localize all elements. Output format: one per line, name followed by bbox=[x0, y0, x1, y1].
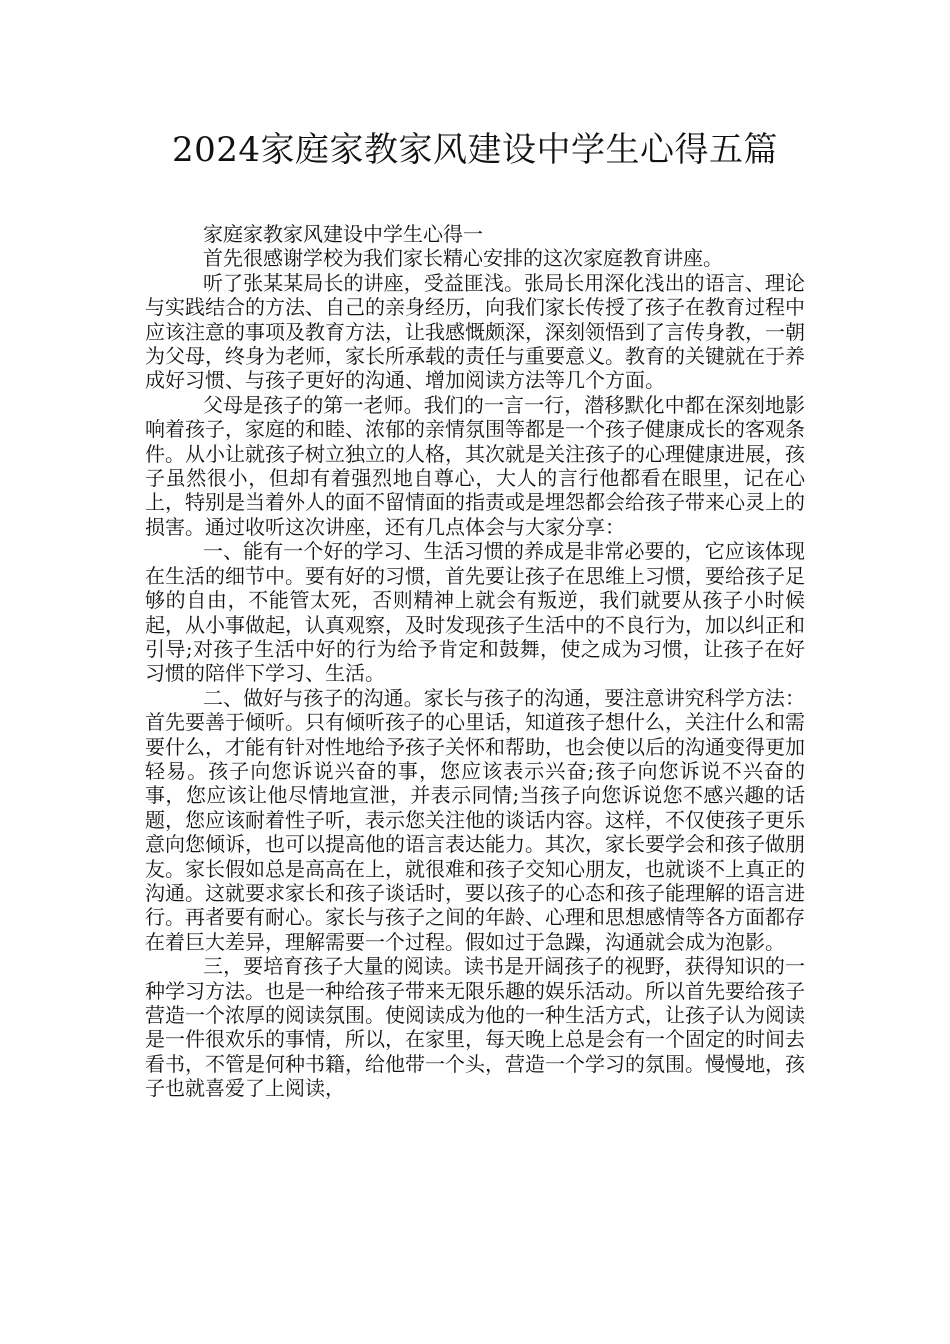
paragraph: 父母是孩子的第一老师。我们的一言一行，潜移默化中都在深刻地影响着孩子，家庭的和睦、浓郁的亲情氛围等都是一个孩子健康成长的客观条件。从小让就孩子树立独立的人格，其次就是关注孩子的心理健康进展，孩子虽然很小，但却有着强烈地自尊心，大人的言行他都看在眼里，记在心上，特别是当着外人的面不留情面的指责或是埋怨都会给孩子带来心灵上的损害。通过收听这次讲座，还有几点体会与大家分享： bbox=[145, 392, 805, 539]
paragraph: 一、能有一个好的学习、生活习惯的养成是非常必要的，它应该体现在生活的细节中。要有好的习惯，首先要让孩子在思维上习惯，要给孩子足够的自由，不能管太死，否则精神上就会有叛逆，我们就要从孩子小时候起，从小事做起，认真观察，及时发现孩子生活中的不良行为，加以纠正和引导;对孩子生活中好的行为给予肯定和鼓舞，使之成为习惯，让孩子在好习惯的陪伴下学习、生活。 bbox=[145, 539, 805, 686]
section-heading: 家庭家教家风建设中学生心得一 bbox=[203, 222, 483, 246]
document-title: 2024家庭家教家风建设中学生心得五篇 bbox=[171, 130, 779, 170]
paragraph: 二、做好与孩子的沟通。家长与孩子的沟通，要注意讲究科学方法：首先要善于倾听。只有倾听孩子的心里话，知道孩子想什么，关注什么和需要什么，才能有针对性地给予孩子关怀和帮助，也会使以后的沟通变得更加轻易。孩子向您诉说兴奋的事，您应该表示兴奋;孩子向您诉说不兴奋的事，您应该让他尽情地宣泄，并表示同情;当孩子向您诉说您不感兴趣的话题，您应该耐着性子听，表示您关注他的谈话内容。这样，不仅使孩子更乐意向您倾诉，也可以提高他的语言表达能力。其次，家长要学会和孩子做朋友。家长假如总是高高在上，就很难和孩子交知心朋友，也就谈不上真正的沟通。这就要求家长和孩子谈话时，要以孩子的心态和孩子能理解的语言进行。再者要有耐心。家长与孩子之间的年龄、心理和思想感情等各方面都存在着巨大差异，理解需要一个过程。假如过于急躁，沟通就会成为泡影。 bbox=[145, 685, 805, 954]
paragraph: 听了张某某局长的讲座，受益匪浅。张局长用深化浅出的语言、理论与实践结合的方法、自己的亲身经历，向我们家长传授了孩子在教育过程中应该注意的事项及教育方法，让我感慨颇深，深刻领悟到了言传身教，一朝为父母，终身为老师，家长所承载的责任与重要意义。教育的关键就在于养成好习惯、与孩子更好的沟通、增加阅读方法等几个方面。 bbox=[145, 270, 805, 393]
paragraph: 首先很感谢学校为我们家长精心安排的这次家庭教育讲座。 bbox=[203, 246, 723, 271]
document-body bbox=[145, 222, 805, 1101]
paragraph: 三，要培育孩子大量的阅读。读书是开阔孩子的视野，获得知识的一种学习方法。也是一种给孩子带来无限乐趣的娱乐活动。所以首先要给孩子营造一个浓厚的阅读氛围。使阅读成为他的一种生活方式，让孩子认为阅读是一件很欢乐的事情，所以，在家里，每天晚上总是会有一个固定的时间去看书，不管是何种书籍，给他带一个头，营造一个学习的氛围。慢慢地，孩子也就喜爱了上阅读， bbox=[145, 954, 805, 1101]
